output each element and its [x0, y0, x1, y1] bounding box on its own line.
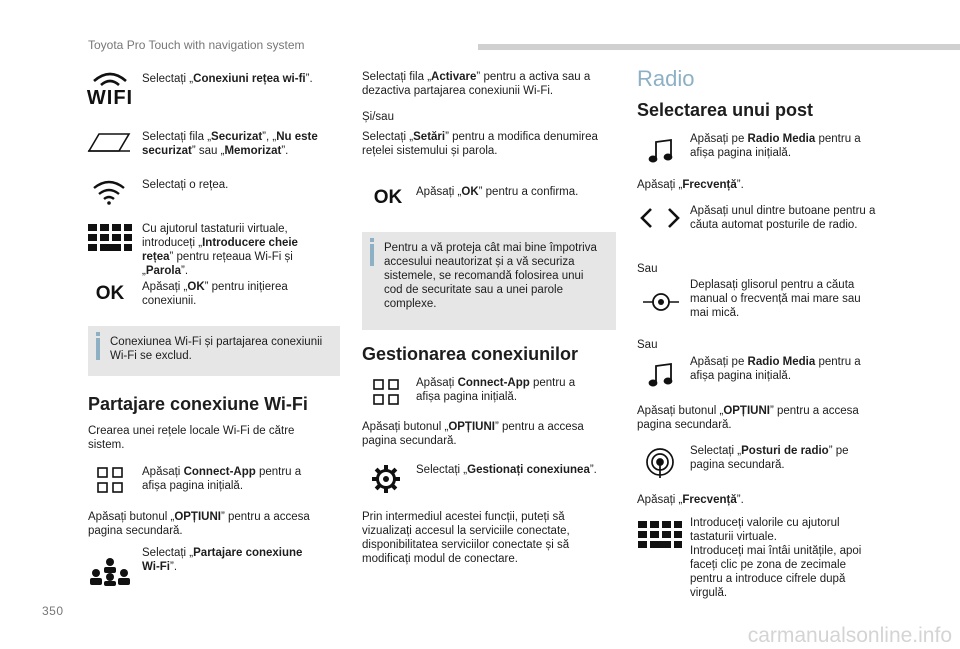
step-radio-media-2: Apăsați pe Radio Media pentru a afișa pagina inițială.: [690, 356, 861, 382]
connect-app-icon: [372, 378, 400, 406]
tab-icon: [86, 130, 132, 154]
step-options-button-2: Apăsați butonul „OPȚIUNI” pentru a accesa pagina secundară.: [362, 421, 584, 447]
connection-sharing-icon: [88, 556, 132, 588]
chevron-left-icon: [636, 204, 656, 232]
para-and-or: Și/sau: [362, 111, 394, 123]
keyboard-icon: [88, 224, 132, 252]
wifi-text-icon: WIFI: [88, 68, 132, 112]
para-settings: Selectați „Setări” pentru a modifica denumirea rețelei sistemului și parola.: [362, 131, 598, 157]
section-title-select-station: Selectarea unui post: [637, 100, 814, 120]
music-note-icon: [646, 136, 676, 166]
slider-icon: [642, 288, 680, 316]
info-note-wifi-exclusive: Conexiunea Wi-Fi și partajarea conexiunii Wi-Fi se exclud.: [88, 326, 340, 376]
chevron-right-icon: [664, 204, 684, 232]
wifi-icon: [92, 178, 126, 206]
step-select-wifi: Selectați „Conexiuni rețea wi-fi”.: [142, 73, 313, 85]
or-1: Sau: [637, 263, 658, 275]
keyboard-icon: [638, 520, 682, 550]
step-frequency-2: Apăsați „Frecvență”.: [637, 494, 744, 506]
chapter-title-radio: Radio: [637, 66, 695, 91]
or-2: Sau: [637, 339, 658, 351]
step-auto-search: Apăsați unul dintre butoane pentru a căuta automat posturile de radio.: [690, 205, 876, 231]
intro-local-network: Crearea unei rețele locale Wi-Fi de către sistem.: [88, 425, 295, 451]
step-options-button: Apăsați butonul „OPȚIUNI” pentru a accesa pagina secundară.: [88, 511, 310, 537]
step-select-security-tab: Selectați fila „Securizat”, „Nu este securizat” sau „Memorizat”.: [142, 131, 318, 157]
music-note-icon: [646, 360, 676, 390]
step-ok-connect: Apăsați „OK” pentru inițierea conexiunii.: [142, 281, 288, 307]
info-icon: [96, 332, 100, 336]
ok-icon: OK: [95, 283, 125, 304]
page-number: 350: [42, 604, 64, 618]
info-icon: [370, 238, 374, 242]
header-bar: [478, 44, 960, 50]
step-radio-stations: Selectați „Posturi de radio” pe pagina secundară.: [690, 445, 849, 471]
step-ok-confirm: Apăsați „OK” pentru a confirma.: [416, 186, 579, 198]
radio-station-icon: [644, 446, 676, 480]
watermark: carmanualsonline.info: [747, 624, 952, 647]
para-function-description: Prin intermediul acestei funcții, puteți să vizualizați accesul la serviciile conectate, disponibilitatea serviciilor conectate și să modificați modul de conectare.: [362, 511, 570, 565]
running-header: Toyota Pro Touch with navigation system: [88, 38, 305, 52]
connect-app-icon: [96, 466, 124, 494]
gear-icon: [370, 463, 402, 495]
step-select-network: Selectați o rețea.: [142, 179, 229, 191]
step-connect-app: Apăsați Connect-App pentru a afișa pagina inițială.: [142, 466, 302, 492]
step-options-button-3: Apăsați butonul „OPȚIUNI” pentru a accesa pagina secundară.: [637, 405, 859, 431]
step-manage-connection: Selectați „Gestionați conexiunea”.: [416, 464, 597, 476]
step-enter-key: Cu ajutorul tastaturii virtuale, introduceți „Introducere cheie rețea” pentru rețeaua Wi-Fi și „Parola”.: [142, 223, 298, 277]
step-frequency: Apăsați „Frecvență”.: [637, 179, 744, 191]
step-enter-values: Introduceți valorile cu ajutorul tastaturii virtuale. Introduceți mai întâi unitățile, apoi faceți clic pe zona de zecimale pentru a introduce cifrele după virgulă.: [690, 517, 862, 599]
para-activate-tab: Selectați fila „Activare” pentru a activa sau a dezactiva partajarea conexiunii Wi-Fi.: [362, 71, 591, 97]
section-title-wifi-sharing: Partajare conexiune Wi-Fi: [88, 394, 308, 414]
info-note-security: Pentru a vă proteja cât mai bine împotriva accesului neautorizat și a vă securiza sistemele, se recomandă folosirea unui cod de securitate sau a unei parole complexe.: [362, 232, 616, 330]
step-radio-media: Apăsați pe Radio Media pentru a afișa pagina inițială.: [690, 133, 861, 159]
step-connect-app-2: Apăsați Connect-App pentru a afișa pagina inițială.: [416, 377, 576, 403]
step-manual-slider: Deplasați glisorul pentru a căuta manual o frecvență mai mare sau mai mică.: [690, 279, 861, 319]
step-select-sharing: Selectați „Partajare conexiune Wi-Fi”.: [142, 547, 303, 573]
section-title-connection-management: Gestionarea conexiunilor: [362, 344, 579, 364]
ok-icon: OK: [373, 187, 403, 208]
